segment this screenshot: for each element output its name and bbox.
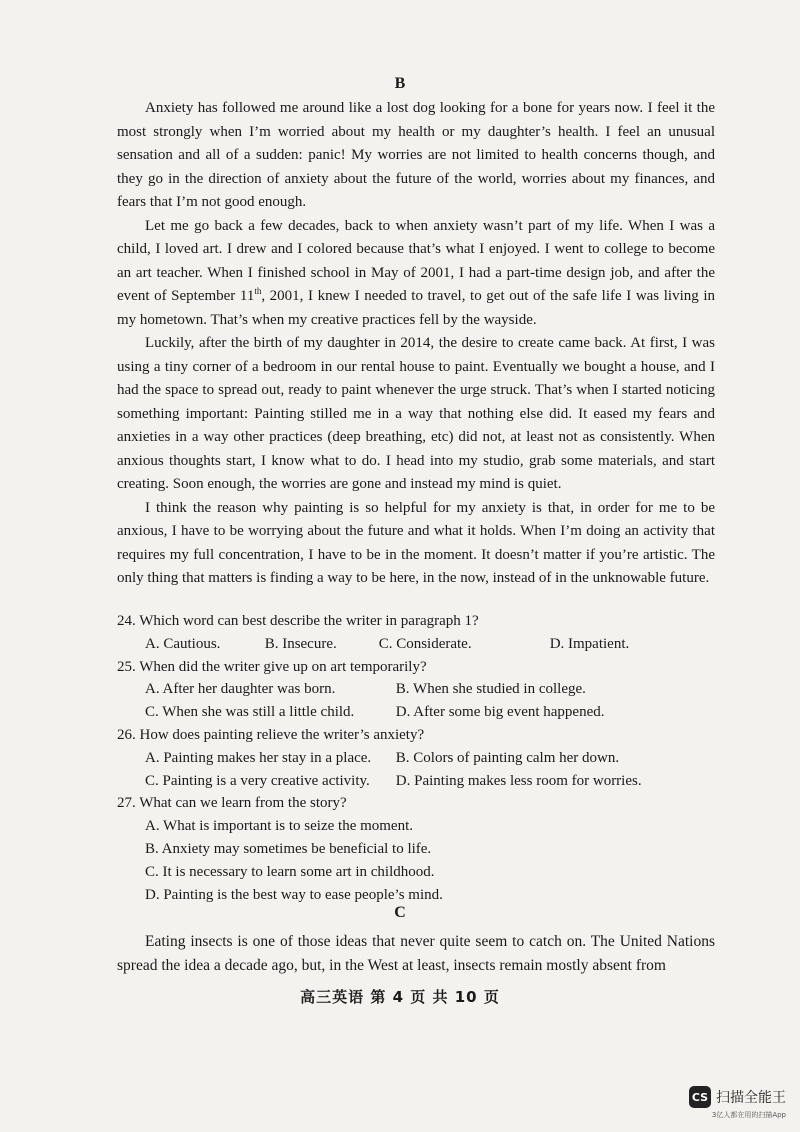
question-27-stem: 27. What can we learn from the story? [117, 795, 347, 812]
watermark-tagline: 3亿人都在用的扫描App [711, 1111, 786, 1119]
question-25-options-row-1 [117, 678, 715, 701]
question-26-stem: 26. How does painting relieve the writer’s anxiety? [117, 726, 425, 743]
question-24-option-c: C. Considerate. [378, 635, 472, 652]
question-26-options-row-1 [117, 747, 715, 770]
paragraph-4: I think the reason why painting is so helpful for my anxiety is that, in order for me to be anxious, I have to be worrying about the future and what it holds. When I’m doing an activity that requires my full concentration, I have to be in the moment. It doesn’t matter if you’re artistic. The only thing that matters is finding a way to be here, in the now, instead of in the unknowable future. [117, 499, 715, 586]
question-26-options-row-2 [117, 770, 715, 793]
question-26-option-b: B. Colors of painting calm her down. [395, 749, 620, 766]
page-footer: 高三英语 第 4 页 共 10 页 [300, 988, 500, 1006]
camscanner-logo-icon: CS [689, 1086, 711, 1108]
passage-c [117, 930, 715, 977]
question-25-stem: 25. When did the writer give up on art temporarily? [117, 658, 427, 675]
question-25-option-b: B. When she studied in college. [395, 681, 586, 698]
scanner-watermark [689, 1086, 786, 1108]
question-27-option-b: B. Anxiety may sometimes be beneficial to life. [145, 840, 432, 857]
question-24-option-a: A. Cautious. [145, 635, 221, 652]
watermark-app-name: 扫描全能王 [716, 1090, 786, 1106]
paragraph-2-text-b: , 2001, I knew I needed to travel, to get out of the safe life I was living in my hometown. That’s when my creative practices fell by the wayside. [117, 288, 715, 328]
section-b-title: B [394, 75, 406, 92]
question-27-option-a: A. What is important is to seize the moment. [145, 818, 414, 835]
passage-b [117, 97, 715, 591]
paragraph-2-text-a: Let me go back a few decades, back to when anxiety wasn’t part of my life. When I was a child, I loved art. I drew and I colored because that’s what I enjoyed. I went to college to become an art teacher. When I finished school in May of 2001, I had a part-time design job, and after the event of September 11 [117, 217, 715, 304]
question-24-option-d: D. Impatient. [549, 635, 630, 652]
question-25-option-d: D. After some big event happened. [395, 704, 605, 721]
question-27-option-d: D. Painting is the best way to ease people’s mind. [145, 886, 443, 903]
question-24-options [117, 633, 715, 656]
paragraph-1: Anxiety has followed me around like a lost dog looking for a bone for years now. I feel it the most strongly when I’m worried about my health or my daughter’s health. I feel an unusual sensation and all of a sudden: panic! My worries are not limited to health concerns though, and they go in the direction of anxiety about the future of the world, worries about my finances, and fears that I’m not good enough. [117, 100, 715, 210]
paragraph-2 [117, 215, 715, 333]
question-list [117, 610, 715, 906]
question-26-option-d: D. Painting makes less room for worries. [395, 772, 642, 789]
paragraph-3: Luckily, after the birth of my daughter in 2014, the desire to create came back. At first, I was using a tiny corner of a bedroom in our rental house to paint. Eventually we bought a house, and I had the space to spread out, ready to paint whenever the urge struck. That’s when I started noticing something important: Painting stilled me in a way that nothing else did. It eased my fears and anxieties in a way other practices (deep breathing, etc) did not, at least not as consistently. When anxious thoughts start, I know what to do. I head into my studio, grab some materials, and start creating. Soon enough, the worries are gone and instead my mind is quiet. [117, 335, 715, 492]
section-c-title: C [394, 904, 406, 921]
question-25-options-row-2 [117, 701, 715, 724]
question-25-option-c: C. When she was still a little child. [145, 704, 355, 721]
paragraph-2-superscript: th [254, 286, 262, 296]
question-26-option-a: A. Painting makes her stay in a place. [145, 749, 372, 766]
question-25-option-a: A. After her daughter was born. [145, 681, 336, 698]
question-27-option-c: C. It is necessary to learn some art in childhood. [145, 863, 435, 880]
question-24-stem: 24. Which word can best describe the writer in paragraph 1? [117, 613, 479, 629]
question-24-option-b: B. Insecure. [264, 635, 337, 652]
question-26-option-c: C. Painting is a very creative activity. [145, 772, 370, 789]
passage-c-paragraph-1: Eating insects is one of those ideas that never quite seem to catch on. The United Nations spread the idea a decade ago, but, in the West at least, insects remain mostly absent from [117, 933, 715, 974]
